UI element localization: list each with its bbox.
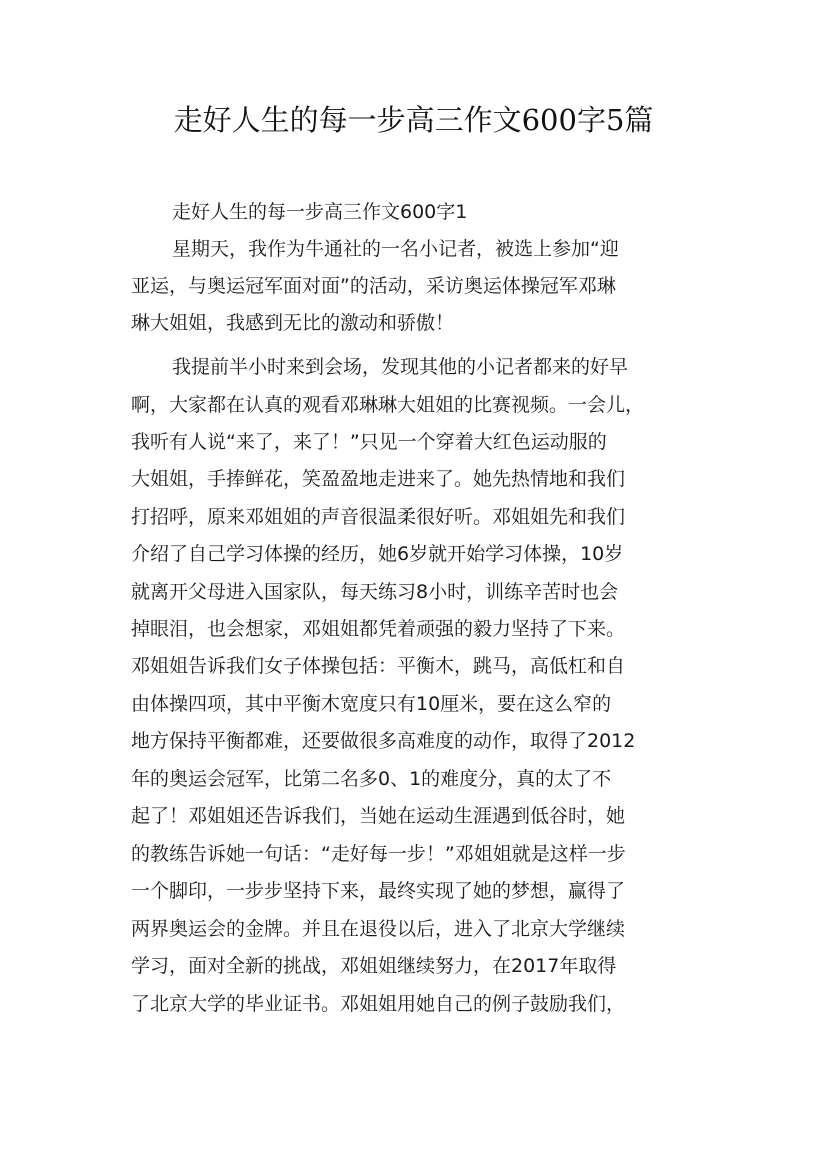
body-line: 大姐姐，手捧鲜花，笑盈盈地走进来了。她先热情地和我们	[131, 468, 626, 490]
body-line: 琳大姐姐，我感到无比的激动和骄傲！	[131, 312, 455, 334]
body-line: 打招呼，原来邓姐姐的声音很温柔很好听。邓姐姐先和我们	[131, 506, 626, 528]
body-line: 亚运，与奥运冠军面对面”的活动，采访奥运体操冠军邓琳	[131, 275, 616, 297]
body-line: 由体操四项，其中平衡木宽度只有10厘米，要在这么窄的	[131, 693, 612, 715]
body-line: 我提前半小时来到会场，发现其他的小记者都来的好早	[172, 356, 629, 378]
body-line: 一个脚印，一步步坚持下来，最终实现了她的梦想，赢得了	[131, 880, 626, 902]
body-line: 的教练告诉她一句话：“走好每一步！”邓姐姐就是这样一步	[131, 843, 626, 865]
body-line: 学习，面对全新的挑战，邓姐姐继续努力，在2017年取得	[131, 955, 617, 977]
body-line: 起了！邓姐姐还告诉我们，当她在运动生涯遇到低谷时，她	[131, 805, 626, 827]
body-line: 邓姐姐告诉我们女子体操包括：平衡木，跳马，高低杠和自	[131, 655, 626, 677]
body-line: 星期天，我作为牛通社的一名小记者，被选上参加“迎	[172, 238, 619, 260]
body-line: 两界奥运会的金牌。并且在退役以后，进入了北京大学继续	[131, 918, 626, 940]
body-line: 我听有人说“来了，来了！”只见一个穿着大红色运动服的	[131, 431, 607, 453]
body-line: 地方保持平衡都难，还要做很多高难度的动作，取得了2012	[131, 730, 636, 752]
document-title: 走好人生的每一步高三作文600字5篇	[173, 103, 654, 137]
body-line: 掉眼泪，也会想家，邓姐姐都凭着顽强的毅力坚持了下来。	[131, 618, 626, 640]
body-line: 啊，大家都在认真的观看邓琳琳大姐姐的比赛视频。一会儿，	[131, 394, 645, 416]
essay-subtitle: 走好人生的每一步高三作文600字1	[172, 201, 468, 223]
body-line: 就离开父母进入国家队，每天练习8小时，训练辛苦时也会	[131, 581, 619, 603]
body-line: 了北京大学的毕业证书。邓姐姐用她自己的例子鼓励我们，	[131, 993, 626, 1015]
body-line: 年的奥运会冠军，比第二名多0、1的难度分，真的太了不	[131, 768, 612, 790]
body-line: 介绍了自己学习体操的经历，她6岁就开始学习体操，10岁	[131, 543, 624, 565]
